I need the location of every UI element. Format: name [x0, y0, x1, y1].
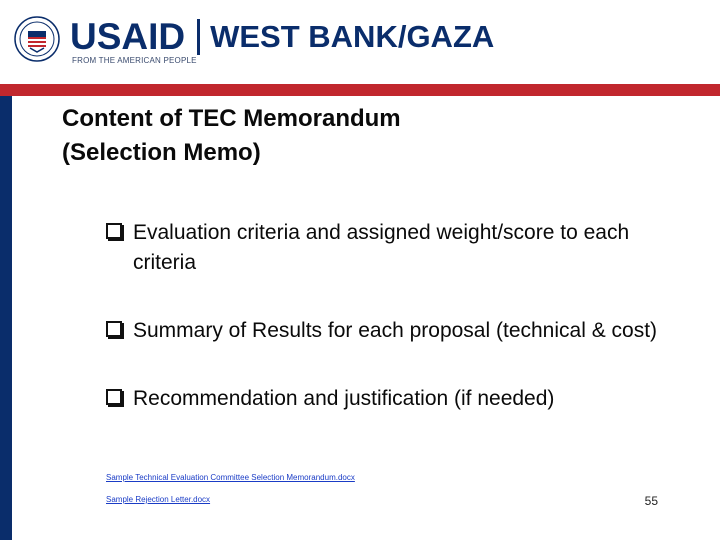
- bullet-item: [106, 384, 666, 414]
- region-name: WEST BANK/GAZA: [210, 19, 495, 54]
- bullet-item: [106, 316, 666, 346]
- brand-usa: USA: [70, 16, 149, 57]
- brand-id: ID: [148, 16, 186, 57]
- navy-side-bar: [0, 96, 12, 540]
- checkbox-bullet-icon: [106, 223, 122, 239]
- usaid-wordmark: [70, 17, 185, 57]
- bullet-text: Recommendation and justification (if needed): [133, 387, 555, 410]
- usaid-seal-icon: [14, 16, 60, 62]
- page-number: 55: [644, 494, 658, 508]
- checkbox-bullet-icon: [106, 389, 122, 405]
- red-header-bar: [0, 84, 720, 96]
- slide-title: [62, 102, 401, 170]
- selection-memo-link[interactable]: Sample Technical Evaluation Committee Selection Memorandum.docx: [106, 473, 355, 482]
- checkbox-bullet-icon: [106, 321, 122, 337]
- brand-wordmark: [70, 17, 494, 57]
- bullet-text: Summary of Results for each proposal (technical & cost): [133, 319, 658, 342]
- brand-divider: [197, 19, 200, 55]
- rejection-letter-link[interactable]: Sample Rejection Letter.docx: [106, 495, 211, 504]
- bullet-text: Evaluation criteria and assigned weight/score to each criteria: [133, 221, 630, 274]
- bullet-item: [106, 218, 666, 278]
- title-line-2: (Selection Memo): [62, 139, 261, 166]
- title-line-1: Content of TEC Memorandum: [62, 105, 401, 132]
- header-banner: [0, 0, 720, 84]
- tagline: FROM THE AMERICAN PEOPLE: [72, 56, 197, 65]
- bullet-list: [106, 218, 666, 452]
